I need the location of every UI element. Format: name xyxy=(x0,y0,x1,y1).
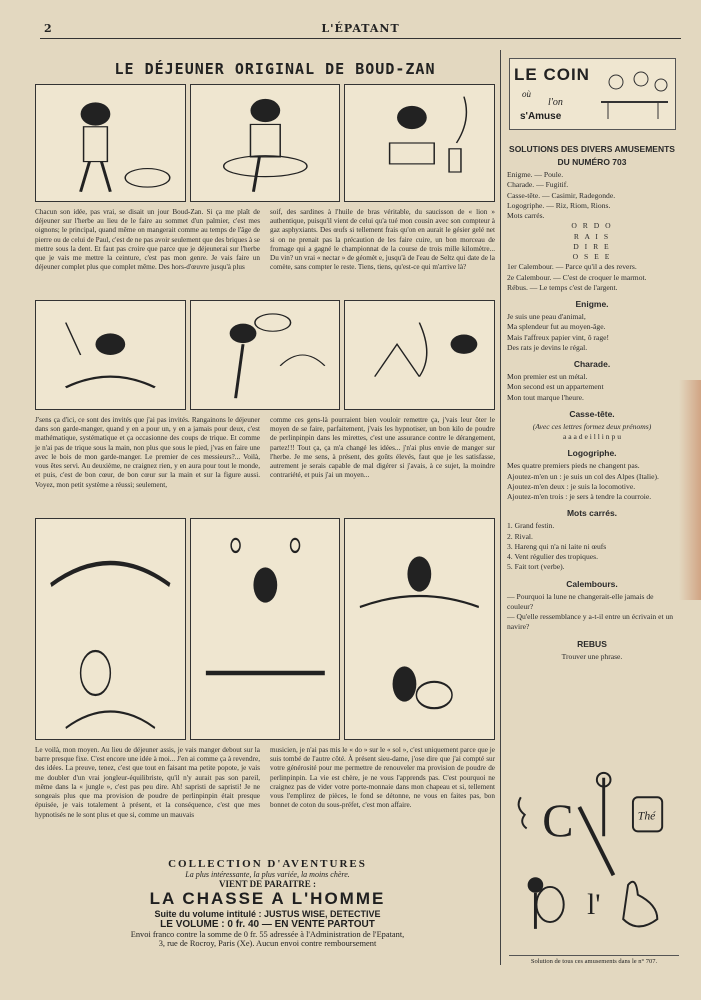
charade-line: Mon premier est un métal. xyxy=(507,372,588,381)
sol-line: Rébus. — Le temps c'est de l'argent. xyxy=(507,282,618,292)
games-sidebar xyxy=(500,50,681,965)
grid-row: D I R E xyxy=(573,241,611,251)
page-number: 2 xyxy=(44,22,52,35)
rebus-l: l' xyxy=(587,889,601,922)
ad-collection: COLLECTION D'AVENTURES xyxy=(168,858,367,870)
rebus-picture xyxy=(509,768,674,968)
rebus-heading: REBUS xyxy=(577,638,607,649)
text-column: musicien, je n'ai pas mis le « do » sur le « sol », c'est uniquement parce que je suis tombé de l'autre côté. À présent sieu-dame, j'ose dire que j'ai compté sur votre générosité pour me permettre de renouveler ma provision de poudre de perlinpinpin. La vie est chère, je ne vous l'apprends pas. C'est pourquoi ne craignez pas de vider votre porte-monnaie dans mon chapeau et si, tellement vous l'emplirez de pièces, le fond se détonne, ne vous en faites pas, bon bonnet de coton du sous-préfet, c'est mon affaire. xyxy=(270,746,495,810)
comic-panel xyxy=(190,518,341,740)
logo-line: Ajoutez-m'en trois : je sers à tendre la courroie. xyxy=(507,492,652,501)
mots-line: 3. Hareng qui n'a ni laite ni œufs xyxy=(507,541,607,551)
comic-panel xyxy=(35,84,186,202)
sol-line: 1er Calembour. — Parce qu'il a des revers. xyxy=(507,262,637,272)
calem-line: — Pourquoi la lune ne changerait-elle jamais de couleur? xyxy=(507,591,654,611)
enigme-heading: Enigme. xyxy=(575,299,609,309)
comic-panel xyxy=(344,300,495,410)
ad-tagline: La plus intéressante, la plus variée, la moins chère. xyxy=(185,870,350,879)
rebus-sub: Trouver une phrase. xyxy=(561,651,623,661)
sol-line: Logogriphe. — Riz, Riom, Rions. xyxy=(507,200,611,210)
ad-price: LE VOLUME : 0 fr. 40 — EN VENTE PARTOUT xyxy=(160,919,375,930)
advertisement xyxy=(40,858,495,948)
enigme-line: Mais l'affreux papier vint, ô rage! xyxy=(507,332,610,342)
charade-line: Mon second est un appartement xyxy=(507,382,604,392)
ad-announce: VIENT DE PARAITRE : xyxy=(219,879,316,889)
rebus-c: C xyxy=(542,795,574,848)
text-block-2 xyxy=(35,416,495,496)
ad-book-title: LA CHASSE A L'HOMME xyxy=(149,889,386,908)
logo-line: Ajoutez-m'en deux : je suis la locomotive. xyxy=(507,481,636,491)
coin-title: LE COIN xyxy=(514,65,590,84)
mots-line: 1. Grand festin. xyxy=(507,521,555,531)
calem-heading: Calembours. xyxy=(566,578,618,589)
comic-section xyxy=(35,50,495,850)
coin-ou: où xyxy=(522,89,531,99)
coin-lon: l'on xyxy=(548,97,563,108)
comic-strip-1 xyxy=(35,84,495,202)
mots-line: 4. Vent régulier des tropiques. xyxy=(507,552,598,561)
coin-header xyxy=(509,58,676,130)
text-block-1 xyxy=(35,208,495,288)
sol-line: Mots carrés. xyxy=(507,211,545,220)
comic-panel xyxy=(344,518,495,740)
comic-strip-3 xyxy=(35,518,495,740)
grid-row: R A I S xyxy=(573,231,611,241)
rebus-the: Thé xyxy=(637,809,656,823)
text-column: Chacun son idée, pas vrai, se disait un jour Boud-Zan. Si ça me plaît de déjeuner sur l'herbe au lieu de le faire au sommet d'un palmier, c'est mes oignons; le principal, quand même on mangerait comme au temps de l'âge de pierre ou de celui de Paul, c'est de ne pas avoir seulement que des briques à se mettre sous la dent. Et faut pas croire que parce que je déjeunerai sur l'herbe que je vais me mettre la ceinture, c'est pas mon genre. Je vais faire un déjeuner complet plus que complet même. Des hors-d'œuvre jusqu'à plus xyxy=(35,208,260,272)
comic-panel xyxy=(344,84,495,202)
comic-panel xyxy=(35,518,186,740)
casse-line: (Avec ces lettres formez deux prénoms) xyxy=(532,421,652,431)
comic-strip-2 xyxy=(35,300,495,410)
text-column: comme ces gens-là pourraient bien vouloir remettre ça, j'vais leur ôter le moyen de se faire, parfaitement, j'vais les hypnotiser, un bon kilo de poudre de perlinpinpin dans les mirettes, c'est une assurance contre le dérangement, partez!!! Tout ça, ça m'a changé les idées... j'n'ai plus envie de manger sur l'herbe. Je me sens, à présent, des goûts élevés, faut que je les satisfasse, autrement je serais capable de mal digérer si j'avais, à ce sujet, la moindre contrariété, et puis j'ai un moyen... xyxy=(270,416,495,480)
calem-line: — Qu'elle ressemblance y a-t-il entre un écrivain et un navire? xyxy=(507,612,674,632)
enigme-line: Des rats je devins le régal. xyxy=(507,342,588,352)
enigme-line: Ma splendeur fut au moyen-âge. xyxy=(507,322,606,332)
solutions-block xyxy=(507,138,677,662)
coin-amuse: s'Amuse xyxy=(520,111,562,122)
rebus-drawing xyxy=(509,768,674,963)
mots-line: 2. Rival. xyxy=(507,531,533,541)
grid-row: O R D O xyxy=(571,221,613,231)
text-column: soif, des sardines à l'huile de bras véritable, du saucisson de « lion » authentique, puisqu'il vient de celui qu'a tué mon cousin avec son compteur à gaz asphyxiants. Des œufs si tellement frais qu'on en aurait le gésier gelé net si on ne prenait pas la précaution de les faire cuire, un bon morceau de fromage qui a gagné le championnat de la course de trois mille kilomètre... Du vin? un vrai « nectar » de géomèt e, jusqu'à de l'eau de Seltz qui date de la comète, sans compter le reste. Tiens, tiens, qu'est-ce qui m'arrive là? xyxy=(270,208,495,272)
solutions-sub: DU NUMÉRO 703 xyxy=(557,157,627,167)
charade-line: Mon tout marque l'heure. xyxy=(507,392,584,402)
sol-line: 2e Calembour. — C'est de croquer le marmot. xyxy=(507,272,647,282)
rebus-footer: Solution de tous ces amusements dans le n° 707. xyxy=(509,955,679,965)
sol-line: Charade. — Fugitif. xyxy=(507,180,569,190)
casse-heading: Casse-tête. xyxy=(569,408,615,419)
text-block-3 xyxy=(35,746,495,846)
solutions-title: SOLUTIONS DES DIVERS AMUSEMENTS xyxy=(509,144,675,154)
ad-envoi: Envoi franco contre la somme de 0 fr. 55 adressée à l'Administration de l'Epatant, xyxy=(130,930,405,939)
logo-line: Mes quatre premiers pieds ne changent pas. xyxy=(507,461,640,471)
masthead: L'ÉPATANT xyxy=(321,22,400,35)
sol-line: Enigme. — Poule. xyxy=(507,170,564,179)
sol-line: Casse-tête. — Casimir, Radegonde. xyxy=(507,190,616,200)
diners-illustration xyxy=(596,67,671,122)
logo-line: Ajoutez-m'en un : je suis un col des Alpes (Italie). xyxy=(507,471,659,481)
text-column: Le voilà, mon moyen. Au lieu de déjeuner assis, je vais manger debout sur la barre presque fixe. C'est encore une idée à moi... J'en ai comme ça à revendre, des idées. La preuve, tenez, c'est que tout en faisant ma petite popote, je vais me doubler d'un vrai jongleur-équilibriste, qu'il n'y aurait pas son pareil, même dans la « jungle », c'est pas peu dire. Ah! sapristi de sapristi! Je ne songeais plus que ma provision de poudre de perlinpinpin était presque épuisée, je vais totalement à présent, et la conséquence, c'est que mes hypnotisés ne le sont plus et que si, comme un mauvais xyxy=(35,746,260,819)
paper-stain xyxy=(679,380,701,600)
page-header xyxy=(40,22,681,39)
charade-heading: Charade. xyxy=(573,359,611,369)
comic-title: LE DÉJEUNER ORIGINAL DE BOUD-ZAN xyxy=(114,60,436,78)
grid-row: O S E E xyxy=(572,252,612,261)
mots-heading: Mots carrés. xyxy=(566,508,618,519)
ad-address: 3, rue de Rocroy, Paris (Xe). Aucun envoi contre remboursement xyxy=(158,939,377,948)
comic-panel xyxy=(190,84,341,202)
comic-panel xyxy=(190,300,341,410)
logo-heading: Logogriphe. xyxy=(567,448,617,459)
enigme-line: Je suis une peau d'animal, xyxy=(507,312,586,321)
ad-suite: Suite du volume intitulé : JUSTUS WISE, DETECTIVE xyxy=(154,909,381,919)
casse-line: a a a d e i l l i n p u xyxy=(563,432,621,441)
comic-panel xyxy=(35,300,186,410)
mots-line: 5. Fait tort (verbe). xyxy=(507,562,565,572)
text-column: J'sens ça d'ici, ce sont des invités que j'ai pas invités. Rangainons le déjeuner dans son garde-manger, quand y en a pour un, y en a jamais pour deux, c'est mathématique, systématique et ça occasionne des coups de trique. Et comme je n'ai pas de trique sous la main, non plus que sous le pied, j'vas en faire une avec le bois de mon garde-manger. Le premier de ces messieurs?... Voilà, vous êtes servi. Au deuxième, ne craignez rien, y en aura pour tout le monde, et puis, c'est de bon cœur, de bon cœur sur la main et sur la figure aussi. Voyez, mon petit système a réussi; seulement, xyxy=(35,416,260,489)
